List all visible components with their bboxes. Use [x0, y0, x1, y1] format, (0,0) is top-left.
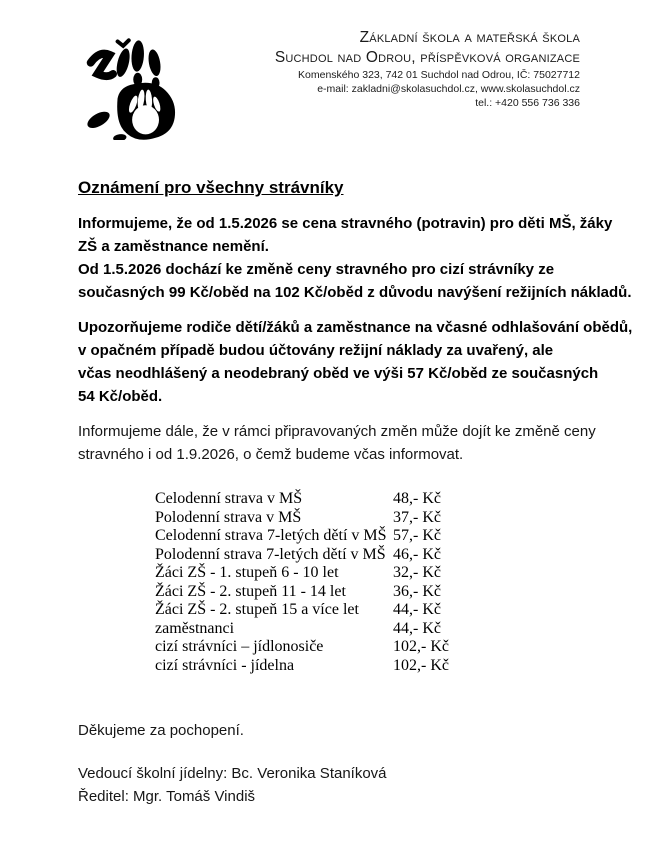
table-row [155, 601, 598, 620]
meal-price: 102,- Kč [393, 656, 449, 674]
paragraph-line: 54 Kč/oběd. [78, 388, 163, 405]
table-row [155, 546, 598, 565]
meal-category: Polodenní strava 7-letých dětí v MŠ [155, 545, 386, 563]
paragraph-line: Od 1.5.2026 dochází ke změně ceny stravného pro cizí strávníky ze [78, 261, 555, 278]
meal-category: Polodenní strava v MŠ [155, 508, 302, 526]
meal-price: 48,- Kč [393, 490, 441, 507]
table-row [155, 527, 598, 546]
meal-category: Celodenní strava v MŠ [155, 490, 303, 507]
paragraph-line: ZŠ a zaměstnance nemění. [78, 238, 269, 255]
paragraph-line: Informujeme, že od 1.5.2026 se cena stravného (potravin) pro děti MŠ, žáky [78, 215, 613, 232]
meal-category: zaměstnanci [155, 619, 235, 637]
org-name-line1: Základní škola a mateřská škola [359, 29, 580, 46]
meal-price: 46,- Kč [393, 545, 441, 563]
meal-price: 37,- Kč [393, 508, 441, 526]
meal-category: Žáci ZŠ - 2. stupeň 11 - 14 let [155, 582, 346, 600]
table-row [155, 490, 598, 509]
paragraph-cancellation-notice [78, 316, 633, 408]
org-address: Komenského 323, 742 01 Suchdol nad Odrou, IČ: 75027712 [298, 69, 580, 81]
paragraph-line: Upozorňujeme rodiče dětí/žáků a zaměstnance na včasné odhlašování obědů, [78, 319, 633, 336]
document-body [78, 178, 633, 808]
meal-category: Žáci ZŠ - 2. stupeň 15 a více let [155, 601, 359, 618]
paragraph-price-unchanged [78, 212, 632, 304]
page-title: Oznámení pro všechny strávníky [78, 178, 344, 197]
table-row [155, 620, 598, 639]
paragraph-line: v opačném případě budou účtovány režijní náklady za uvařený, ale [78, 342, 554, 359]
meal-price: 102,- Kč [393, 638, 449, 655]
paragraph-line: stravného i od 1.9.2026, o čemž budeme včas informovat. [78, 446, 464, 463]
table-row [155, 564, 598, 583]
meal-price-table [155, 490, 598, 675]
paragraph-line: včas neodhlášený a neodebraný oběd ve výši 57 Kč/oběd ze současných [78, 365, 599, 382]
signature-block [78, 762, 598, 808]
meal-price: 57,- Kč [393, 527, 441, 544]
letterhead [75, 28, 580, 140]
meal-price: 44,- Kč [393, 619, 441, 637]
table-row [155, 583, 598, 602]
meal-price: 32,- Kč [393, 564, 441, 581]
meal-category: Žáci ZŠ - 1. stupeň 6 - 10 let [155, 564, 339, 581]
meal-category: cizí strávníci - jídelna [155, 656, 295, 674]
letterhead-text [275, 28, 580, 110]
table-row [155, 638, 598, 657]
meal-category: cizí strávníci – jídlonosiče [155, 638, 324, 655]
meal-category: Celodenní strava 7-letých dětí v MŠ [155, 527, 387, 544]
paragraph-line: Informujeme dále, že v rámci připravovaných změn může dojít ke změně ceny [78, 423, 596, 440]
closing-thanks: Děkujeme za pochopení. [78, 722, 244, 739]
paragraph-line: současných 99 Kč/oběd na 102 Kč/oběd z důvodu navýšení režijních nákladů. [78, 284, 632, 301]
table-row [155, 657, 598, 676]
meal-price: 44,- Kč [393, 601, 441, 618]
school-handprint-logo-icon [75, 28, 187, 140]
paragraph-future-changes [78, 420, 598, 466]
org-name-line2: Suchdol nad Odrou, příspěvková organizace [274, 49, 580, 66]
signature-director: Ředitel: Mgr. Tomáš Vindiš [78, 788, 256, 805]
org-contacts: e-mail: zakladni@skolasuchdol.cz, www.skolasuchdol.cz [317, 83, 580, 95]
signature-canteen-manager: Vedoucí školní jídelny: Bc. Veronika Staníková [78, 765, 387, 782]
meal-price: 36,- Kč [393, 582, 441, 600]
table-row [155, 509, 598, 528]
org-phone: tel.: +420 556 736 336 [475, 97, 580, 109]
